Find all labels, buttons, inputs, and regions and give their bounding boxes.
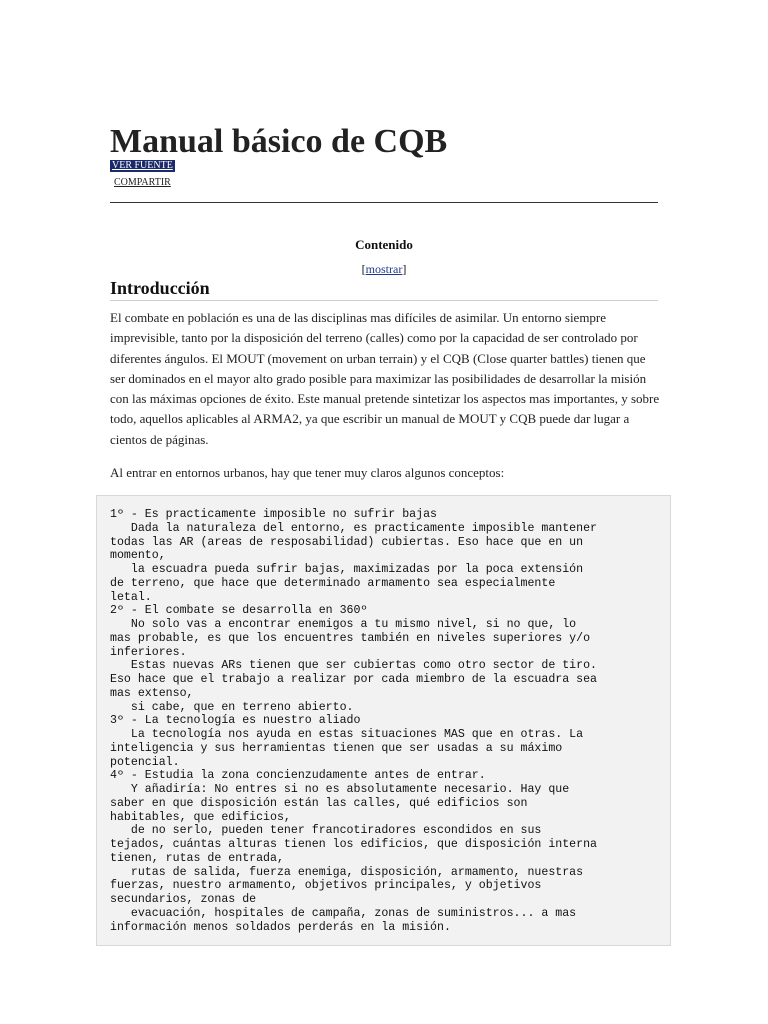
toc-bracket-close: ] (402, 262, 407, 276)
code-line: potencial. (110, 755, 180, 769)
code-line: letal. (110, 590, 152, 604)
code-line: 1º - Es practicamente imposible no sufrir bajas (110, 508, 437, 521)
concepts-intro-paragraph: Al entrar en entornos urbanos, hay que tener muy claros algunos conceptos: (110, 465, 505, 480)
code-line: fuerzas, nuestro armamento, objetivos principales, y objetivos (110, 879, 542, 893)
code-line: de terreno, que hace que determinado armamento sea especialmente (110, 576, 556, 590)
code-line: Dada la naturaleza del entorno, es practicamente imposible mantener (110, 521, 598, 535)
section-heading-divider (110, 300, 658, 301)
code-line: La tecnología nos ayuda en estas situaciones MAS que en otras. La (110, 728, 584, 741)
code-line: mas extenso, (110, 686, 194, 700)
code-line: tejados, cuántas alturas tienen los edificios, que disposición interna (110, 838, 598, 851)
code-line: mas probable, es que los encuentres también en niveles superiores y/o (110, 631, 591, 645)
ver-fuente-link[interactable]: VER FUENTE (112, 160, 173, 171)
code-line: de no serlo, pueden tener francotiradores escondidos en sus (110, 824, 542, 838)
code-line: Eso hace que el trabajo a realizar por cada miembro de la escuadra sea (110, 673, 598, 686)
toc-toggle-link[interactable]: mostrar (365, 262, 403, 276)
code-line: 3º - La tecnología es nuestro aliado (110, 714, 361, 728)
page-title: Manual básico de CQB (110, 123, 448, 160)
toc-title: Contenido (355, 237, 413, 252)
compartir-link[interactable]: COMPARTIR (114, 177, 171, 188)
code-line: información menos soldados perderás en la misión. (110, 920, 451, 934)
code-line: si cabe, que en terreno abierto. (110, 700, 354, 714)
code-line: momento, (110, 549, 166, 563)
code-line: secundarios, zonas de (110, 893, 257, 906)
toc-bracket-open: [ (361, 262, 366, 276)
code-line: todas las AR (areas de resposabilidad) cubiertas. Eso hace que en un (110, 535, 584, 549)
section-heading: Introducción (110, 278, 210, 298)
code-line: evacuación, hospitales de campaña, zonas de suministros... a mas (110, 906, 577, 920)
title-divider (110, 202, 658, 203)
code-line: Estas nuevas ARs tienen que ser cubiertas como otro sector de tiro. (110, 659, 598, 673)
code-line: inferiores. (110, 645, 187, 659)
code-line: 2º - El combate se desarrolla en 360º (110, 604, 368, 618)
code-line: No solo vas a encontrar enemigos a tu mismo nivel, si no que, lo (110, 618, 577, 631)
code-line: tienen, rutas de entrada, (110, 851, 284, 865)
code-line: habitables, que edificios, (110, 810, 291, 824)
code-line: saber en que disposición están las calles, qué edificios son (110, 796, 528, 810)
code-block-text (110, 508, 597, 934)
code-line: 4º - Estudia la zona concienzudamente antes de entrar. (110, 769, 486, 783)
toc-toggle (0, 262, 768, 277)
code-line: Y añadiría: No entres si no es absolutamente necesario. Hay que (110, 783, 570, 796)
intro-paragraph: El combate en población es una de las disciplinas mas difíciles de asimilar. Un entorno siempre imprevisible, tanto por la disposición del terreno (calles) como por la capacidad de ser controlado por diferentes ángulos. El MOUT (movement on urban terrain) y el CQB (Close quarter battles) tienen que ser dominados en el mayor alto grado posible para maximizar las posibilidades de desarrollar la misión con las máximas opciones de éxito. Este manual pretende sintetizar los aspectos mas importantes, y sobre todo, aquellos aplicables al ARMA2, ya que escribir un manual de MOUT y CQB puede dar lugar a cientos de páginas. (110, 310, 660, 447)
code-line: la escuadra pueda sufrir bajas, maximizadas por la poca extensión (110, 563, 584, 576)
code-line: inteligencia y sus herramientas tienen que ser usadas a su máximo (110, 741, 563, 755)
code-block (96, 495, 671, 946)
code-line: rutas de salida, fuerza enemiga, disposición, armamento, nuestras (110, 865, 584, 879)
